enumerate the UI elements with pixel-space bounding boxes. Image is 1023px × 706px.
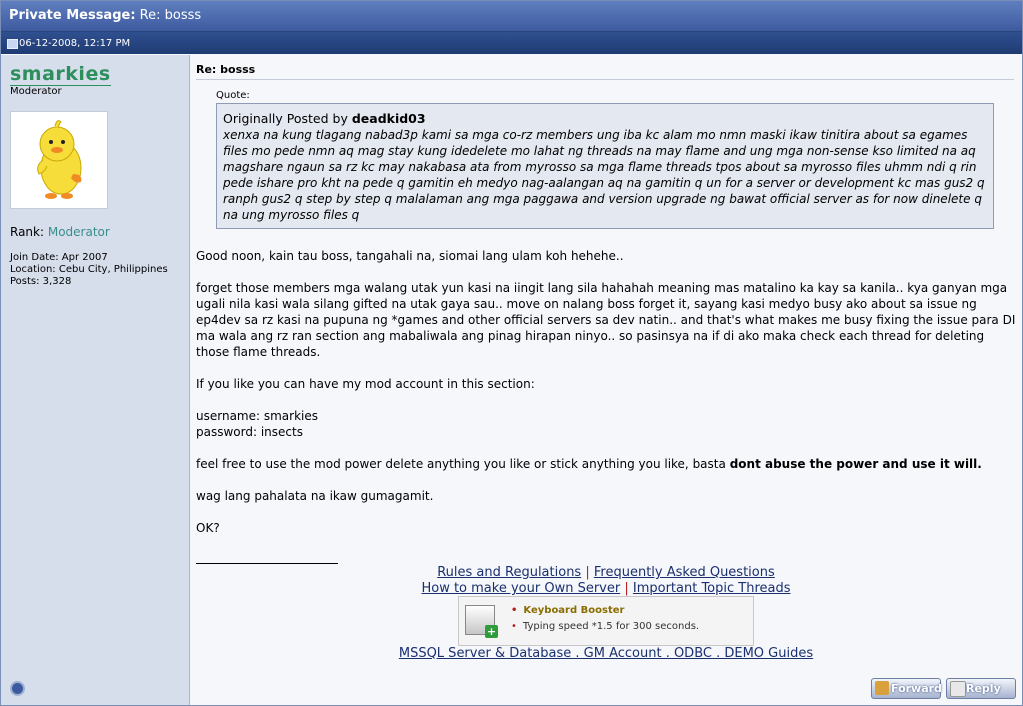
- guides-line: [196, 646, 1016, 661]
- keyboard-booster-banner: [458, 596, 754, 646]
- message-body: [196, 248, 1016, 552]
- paragraph: forget those members mga walang utak yun kasi na iingit lang sila hahahah meaning mas matalino ka kay sa kanila.. kya ganyan mga ugali nila kasi wala silang gifted na utak gaya sau.. move on nalang boss forget it, sayang kasi medyo busy ako about sa issue ng ep4dev sa rz kasi na pupuna ng *games and other official servers sa dev natin.. and that's what makes me busy fixing the issue para DI ma wala ang rz ran section ang mabaliwala ang pinag hirapan ninyo.. so pasinsya na if di ako maka check each thread for deleting those flame threads.: [196, 281, 1016, 359]
- paragraph-text: feel free to use the mod power delete anything you like or stick anything you like, basta: [196, 457, 726, 471]
- reply-button[interactable]: [946, 678, 1016, 699]
- paragraph: If you like you can have my mod account in this section:: [196, 377, 535, 391]
- rank: [10, 225, 110, 239]
- own-server-link[interactable]: How to make your Own Server: [421, 581, 621, 596]
- booster-title: • Keyboard Booster: [511, 605, 625, 616]
- user-meta: [10, 252, 185, 288]
- keyboard-icon: [465, 605, 497, 638]
- title-subject: Re: bosss: [139, 8, 202, 23]
- links-row-2: [196, 581, 1016, 597]
- message-content: [190, 55, 1022, 705]
- join-date: Join Date: Apr 2007: [10, 252, 108, 263]
- paragraph: Good noon, kain tau boss, tangahali na, siomai lang ulam koh hehehe..: [196, 249, 624, 263]
- forward-label: Forward: [891, 682, 942, 695]
- paragraph: [196, 456, 1016, 472]
- rank-value: Moderator: [47, 225, 110, 239]
- paragraph-bold: dont abuse the power and use it will.: [729, 457, 982, 471]
- credentials: [196, 408, 1016, 440]
- password-line: password: insects: [196, 425, 303, 439]
- quote-prefix: Originally Posted by: [223, 111, 348, 126]
- title-prefix: Private Message:: [9, 8, 136, 23]
- links-row-1: [196, 565, 1016, 581]
- signature-links: [196, 565, 1016, 597]
- divider: [196, 79, 1014, 80]
- username-link[interactable]: smarkies: [10, 63, 111, 85]
- plus-icon: +: [486, 625, 497, 638]
- user-sidebar: [1, 55, 190, 705]
- quote-box: [216, 103, 994, 229]
- online-status-icon: [10, 681, 25, 696]
- user-title: Moderator: [10, 86, 62, 97]
- rules-link[interactable]: Rules and Regulations: [437, 565, 582, 580]
- post-icon: [7, 39, 18, 49]
- duck-avatar-image: [11, 112, 107, 208]
- quote-header: [223, 111, 426, 126]
- forward-icon: [875, 681, 889, 695]
- forward-button[interactable]: [871, 678, 941, 699]
- faq-link[interactable]: Frequently Asked Questions: [593, 565, 775, 580]
- title-bar: [1, 1, 1022, 32]
- reply-label: Reply: [966, 682, 1001, 695]
- guides-link[interactable]: MSSQL Server & Database . GM Account . ODBC . DEMO Guides: [398, 646, 814, 661]
- booster-desc: • Typing speed *1.5 for 300 seconds.: [511, 621, 700, 632]
- paragraph: wag lang pahalata na ikaw gumagamit.: [196, 489, 434, 503]
- link-separator: |: [624, 581, 629, 596]
- important-threads-link[interactable]: Important Topic Threads: [632, 581, 791, 596]
- date-bar: [1, 32, 1022, 54]
- avatar[interactable]: [10, 111, 108, 209]
- reply-icon: [950, 681, 966, 697]
- quote-text: xenxa na kung tlagang nabad3p kami sa mga co-rz members ung iba kc alam mo nmn maski ikaw tinitira about sa egames files mo pede nmn aq mag stay kung idedelete mo lahat ng threads na may flame and ung mga non-sense kso limited na aq magshare ngaun sa rz kc may nakabasa ata from myrosso sa mga flame threads tpos about sa myrosso files uhmm ndi q rin pede ishare pro kht na pede q gamitin eh medyo nag-aalangan aq na gamitin q un for a server or development kc mas gus2 q ranph gus2 q step by step q malalaman ang mga paggawa and version upgrade ng bawat official server as for now dinelete q na ung myrosso files q: [223, 128, 985, 222]
- signature-divider: [196, 563, 338, 564]
- location: Location: Cebu City, Philippines: [10, 264, 168, 275]
- message-subject: Re: bosss: [196, 63, 256, 76]
- window-title: [9, 8, 201, 23]
- quote-label: Quote:: [216, 90, 250, 101]
- post-date: 06-12-2008, 12:17 PM: [19, 38, 131, 49]
- username-line: username: smarkies: [196, 409, 318, 423]
- post-count: Posts: 3,328: [10, 276, 72, 287]
- link-separator: |: [585, 565, 590, 580]
- paragraph: OK?: [196, 521, 220, 535]
- quote-author: deadkid03: [351, 111, 426, 126]
- rank-label: Rank:: [10, 225, 45, 239]
